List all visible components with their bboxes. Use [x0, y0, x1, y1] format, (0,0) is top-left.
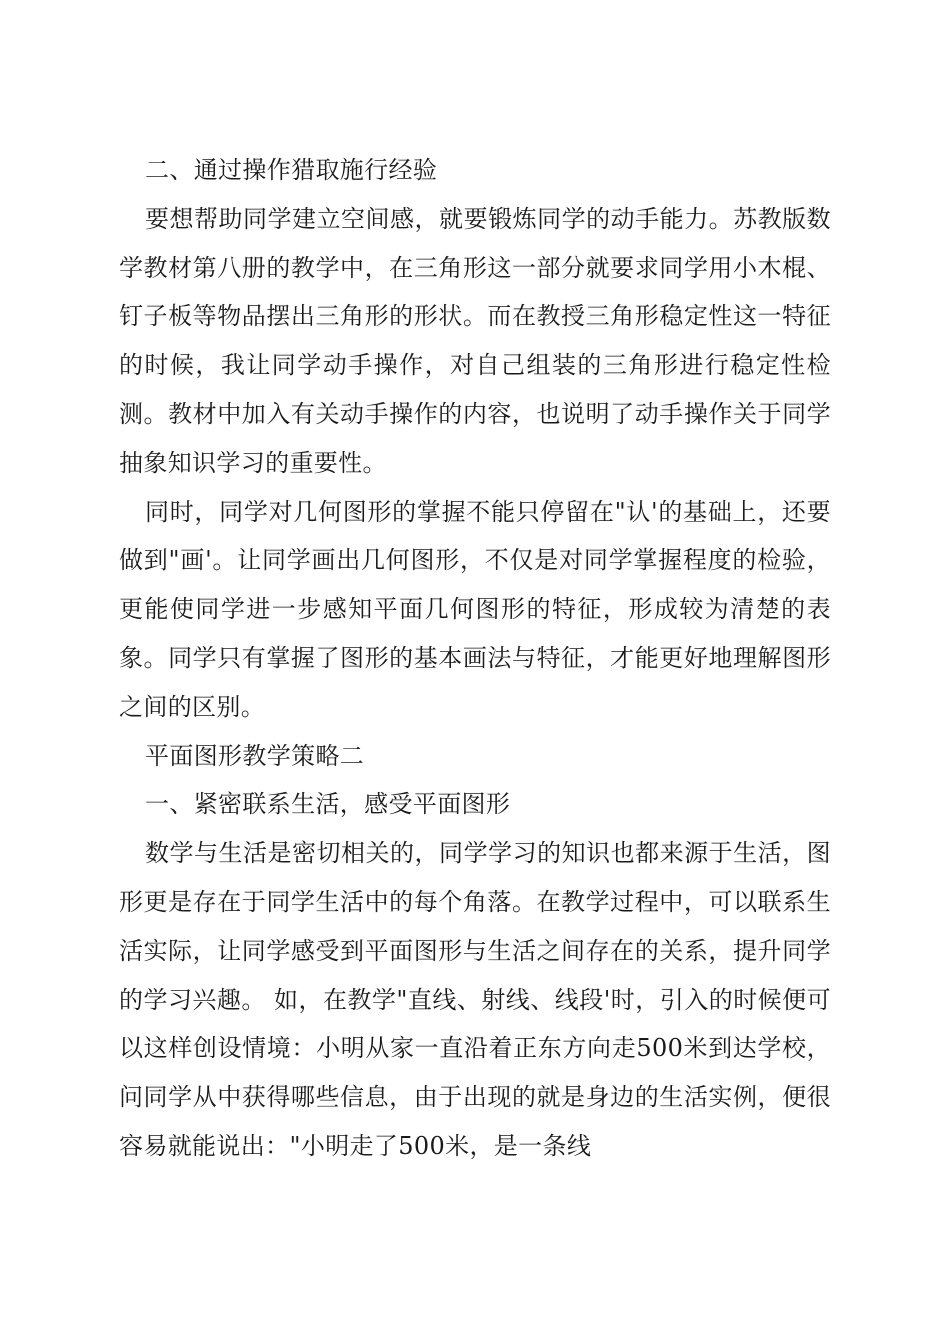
section-heading: 二、通过操作猎取施行经验 — [145, 156, 438, 184]
paragraph: 数学与生活是密切相关的，同学学习的知识也都来源于生活，图形更是存在于同学生活中的每个角落。在教学过程中，可以联系生活实际，让同学感受到平面图形与生活之间存在的关系，提升同学的学习兴趣。 如，在教学"直线、射线、线段'时，引入的时候便可以这样创设情境：小明从家一直沿着正东方向走500米到达学校，问同学从中获得哪些信息，由于出现的就是身边的生活实例，便很容易就能说出："小明走了500米，是一条线 — [119, 839, 831, 1160]
paragraph: 同时，同学对几何图形的掌握不能只停留在"认'的基础上，还要做到"画'。让同学画出几何图形，不仅是对同学掌握程度的检验，更能使同学进一步感知平面几何图形的特征，形成较为清楚的表象。同学只有掌握了图形的基本画法与特征，才能更好地理解图形之间的区别。 — [119, 497, 831, 721]
section-heading: 一、紧密联系生活，感受平面图形 — [145, 790, 511, 819]
section-title: 平面图形教学策略二 — [145, 741, 365, 770]
paragraph: 要想帮助同学建立空间感，就要锻炼同学的动手能力。苏教版数学教材第八册的教学中，在三角形这一部分就要求同学用小木棍、钉子板等物品摆出三角形的形状。而在教授三角形稳定性这一特征的时候，我让同学动手操作，对自己组装的三角形进行稳定性检测。教材中加入有关动手操作的内容，也说明了动手操作关于同学抽象知识学习的重要性。 — [119, 204, 831, 477]
document-body — [119, 146, 831, 1171]
